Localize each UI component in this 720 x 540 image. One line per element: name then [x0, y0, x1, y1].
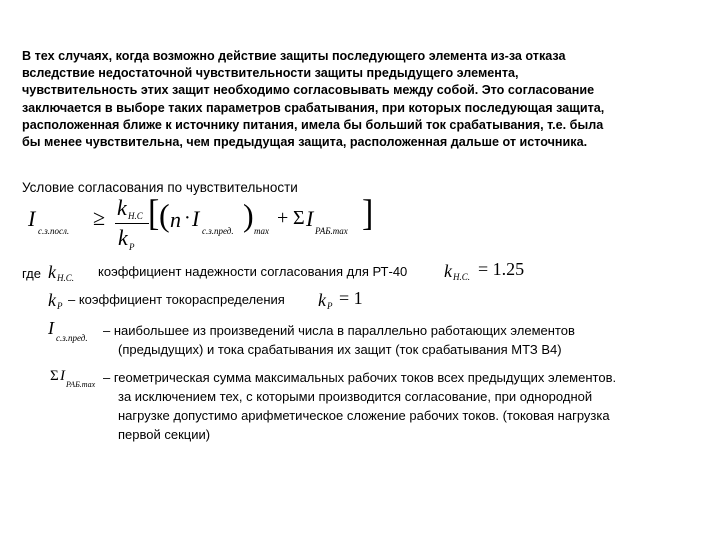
where-label: где: [22, 266, 41, 281]
formula-num-symbol: k: [117, 195, 127, 220]
formula-lhs-sub: с.з.посл.: [38, 226, 70, 236]
formula-sigma: Σ: [293, 207, 305, 229]
isz-line-1: – наибольшее из произведений числа в параллельно работающих элементов: [103, 323, 575, 338]
formula-relation: ≥: [93, 205, 106, 230]
formula-i-symbol: I: [192, 206, 200, 231]
condition-heading: Условие согласования по чувствительности: [22, 180, 298, 195]
sum-sigma: Σ: [50, 368, 59, 384]
formula-num-sub: Н.С: [128, 211, 143, 221]
sum-line-2: за исключением тех, с которыми производится согласование, при однородной: [118, 389, 593, 404]
sum-sub: РАБ.max: [66, 380, 96, 389]
formula-max-sub: max: [254, 226, 269, 236]
kp-sub: Р: [57, 301, 63, 311]
formula-plus: +: [277, 207, 289, 229]
formula-open-paren: (: [159, 197, 170, 233]
sum-line-1: – геометрическая сумма максимальных рабочих токов всех предыдущих элементов.: [103, 370, 617, 385]
formula-den-sub: Р: [129, 242, 135, 252]
formula-irab-sub: РАБ.max: [315, 226, 348, 236]
formula-open-bracket: [: [148, 193, 160, 234]
intro-line-1: В тех случаях, когда возможно действие защиты последующего элемента из-за отказа: [22, 49, 566, 63]
intro-paragraph: [22, 48, 702, 151]
isz-sub: с.з.пред.: [56, 333, 88, 343]
formula-close-bracket: ]: [362, 193, 374, 234]
isz-symbol: I: [48, 318, 54, 338]
formula-i-sub: с.з.пред.: [202, 226, 234, 236]
intro-line-5: расположенная ближе к источнику питания, имела бы больший ток срабатывания, т.е. была: [22, 117, 604, 132]
sum-line-4: первой секции): [118, 427, 211, 442]
fraction-bar: [115, 223, 149, 224]
intro-line-3: чувствительность этих защит необходимо согласовывать между собой. Это согласование: [22, 83, 595, 98]
knc-value-sub: Н.С.: [453, 272, 471, 282]
sum-symbol: I: [60, 368, 65, 384]
intro-line-2: вследствие недостаточной чувствительности защиты предыдущего элемента,: [22, 66, 519, 81]
knc-sub: Н.С.: [57, 273, 75, 283]
kp-symbol: k: [48, 290, 56, 310]
formula-irab-symbol: I: [306, 206, 314, 231]
formula-den-symbol: k: [118, 225, 128, 250]
intro-line-6: бы менее чувствительна, чем предыдущая защита, расположенная дальше от источника.: [22, 135, 588, 150]
formula-dot: ·: [184, 207, 191, 229]
formula-close-paren: ): [243, 197, 254, 233]
kp-value: = 1: [339, 288, 363, 308]
kp-value-sub: Р: [327, 301, 333, 311]
isz-line-2: (предыдущих) и тока срабатывания их защит (ток срабатывания МТЗ В4): [118, 342, 562, 357]
kp-text: – коэффициент токораспределения: [68, 292, 285, 307]
formula-lhs-symbol: I: [28, 206, 36, 231]
formula-n-symbol: n: [170, 207, 181, 232]
sum-line-3: нагрузке допустимо арифметическое сложение рабочих токов. (токовая нагрузка: [118, 408, 610, 423]
intro-line-4: заключается в выборе таких параметров срабатывания, при которых последующая защита,: [22, 100, 605, 115]
knc-text: коэффициент надежности согласования для РТ-40: [98, 264, 408, 279]
knc-value-symbol: k: [444, 261, 452, 281]
knc-value: = 1.25: [478, 259, 525, 279]
kp-value-symbol: k: [318, 290, 326, 310]
knc-symbol: k: [48, 262, 56, 282]
